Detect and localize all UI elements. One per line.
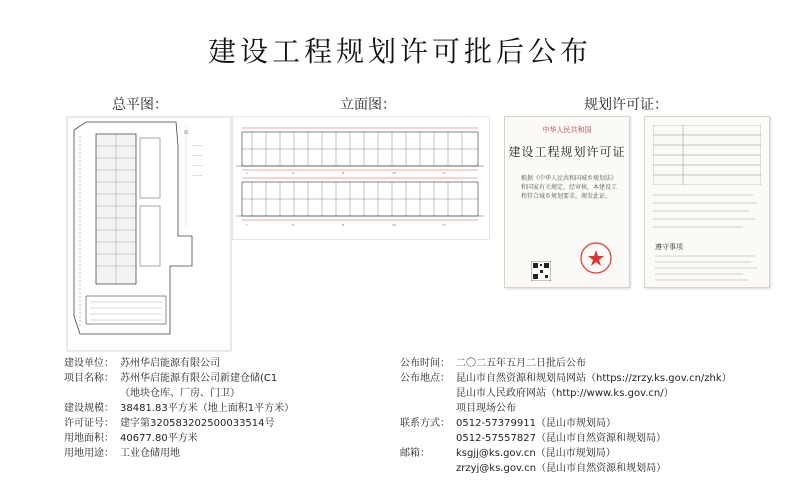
- info-row: 0512-57557827（昆山市自然资源和规划局）: [456, 433, 666, 444]
- publication-info: [400, 356, 732, 476]
- permit-title: 建设工程规划许可证: [508, 145, 626, 159]
- info-row: zrzyj@ks.gov.cn（昆山市自然资源和规划局）: [456, 463, 667, 474]
- svg-text:17: 17: [442, 223, 446, 227]
- elevation-drawing: [232, 116, 490, 240]
- info-row: 项目现场公布: [456, 403, 516, 414]
- svg-text:5: 5: [292, 223, 294, 227]
- permit-text-lines: [653, 191, 761, 237]
- svg-text:5: 5: [292, 171, 294, 175]
- svg-text:13: 13: [392, 171, 396, 175]
- svg-text:———: ———: [192, 143, 203, 147]
- svg-text:———: ———: [192, 153, 203, 157]
- info-row: 昆山市人民政府网站（http://www.ks.gov.cn/）: [456, 388, 674, 399]
- svg-text:1: 1: [246, 171, 248, 175]
- notice-title: 遵守事项: [655, 243, 683, 251]
- info-row: 项目名称： 苏州华启能源有限公司新建仓储(C1: [64, 373, 278, 384]
- info-row: 公布时间： 二〇二五年五月二日批后公布: [400, 358, 586, 369]
- info-row: 许可证号： 建字第320583202500033514号: [64, 418, 275, 429]
- svg-text:N: N: [184, 130, 189, 136]
- svg-text:17: 17: [442, 171, 446, 175]
- notice-lines: [655, 253, 759, 281]
- permit-header: 中华人民共和国: [542, 126, 592, 134]
- svg-text:———: ———: [192, 173, 203, 177]
- svg-text:9: 9: [342, 223, 344, 227]
- info-row: 联系方式： 0512-57379911（昆山市规划局）: [400, 418, 616, 429]
- info-row: 用地用途： 工业仓储用地: [64, 448, 180, 459]
- permit-attachment: [644, 116, 770, 288]
- elevation-label: 立面图：: [340, 97, 396, 113]
- info-row: （地块仓库、厂房、门卫）: [120, 388, 240, 399]
- svg-text:1: 1: [246, 223, 248, 227]
- site-plan-label: 总平图：: [112, 97, 168, 113]
- info-row: 公布地点： 昆山市自然资源和规划局网站（https://zrzy.ks.gov.cn/zhk）: [400, 373, 732, 384]
- official-seal: [579, 241, 613, 275]
- permit-certificate: [504, 116, 630, 288]
- info-row: 建设规模： 38481.83平方米（地上面积1平方米）: [64, 403, 295, 414]
- site-plan-drawing: [66, 116, 232, 352]
- svg-text:9: 9: [342, 171, 344, 175]
- svg-text:———: ———: [192, 163, 203, 167]
- page-title: 建设工程规划许可批后公布: [207, 35, 592, 68]
- qr-code: [531, 261, 551, 281]
- permit-table: [653, 125, 761, 185]
- svg-text:13: 13: [392, 223, 396, 227]
- info-row: 邮箱： ksgjj@ks.gov.cn（昆山市规划局）: [400, 448, 616, 459]
- project-info: [64, 356, 294, 461]
- info-row: 用地面积： 40677.80平方米: [64, 433, 198, 444]
- permit-body: 根据《中华人民共和国城乡规划法》和国家有关规定，经审核，本建设工程符合城乡规划要求，颁发此证。: [521, 175, 618, 200]
- info-row: 建设单位： 苏州华启能源有限公司: [64, 358, 220, 369]
- permit-label: 规划许可证：: [584, 97, 668, 113]
